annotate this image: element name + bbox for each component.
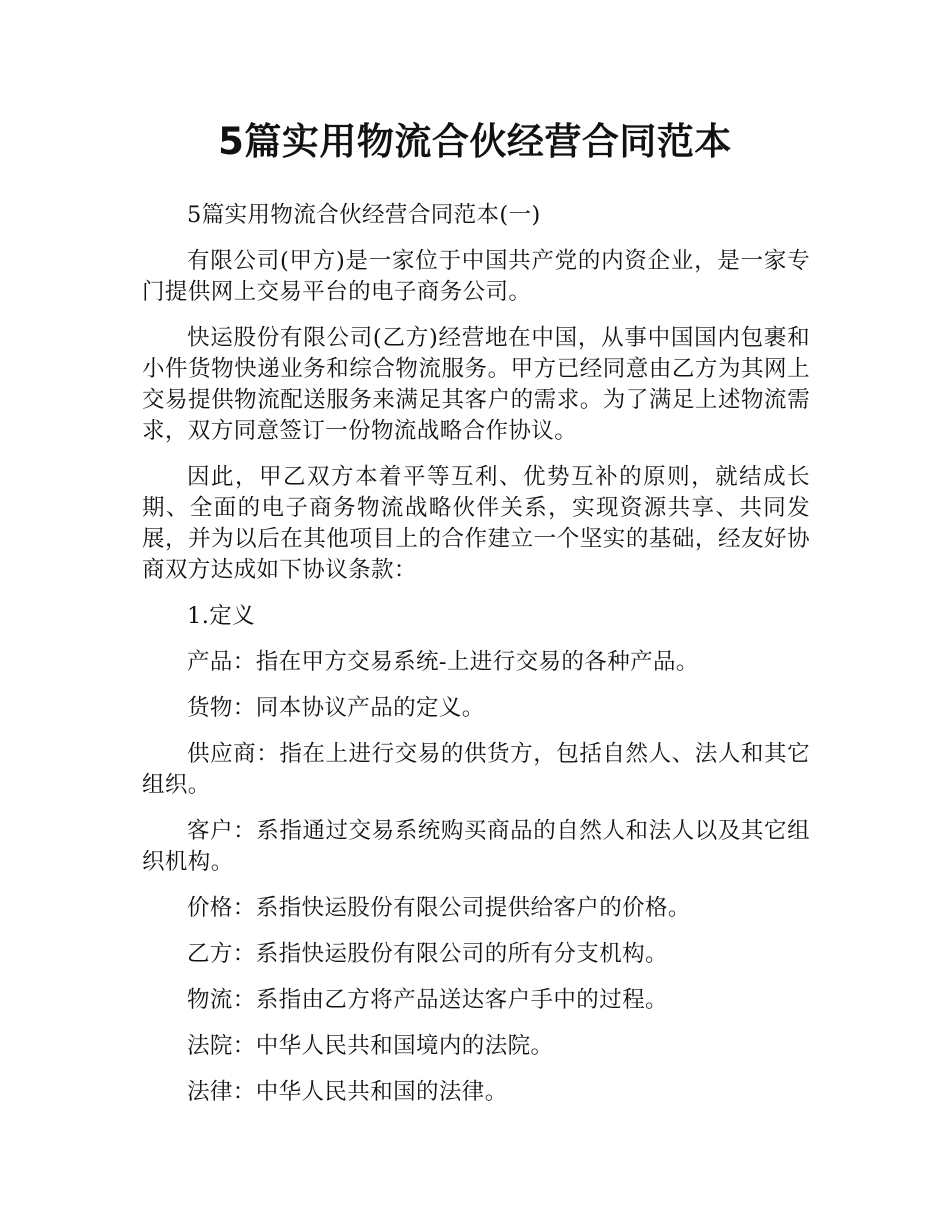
section-heading-definitions: 1.定义 [187, 603, 256, 629]
document-title: 5篇实用物流合伙经营合同范本 [218, 120, 732, 163]
definition-court: 法院：中华人民共和国境内的法院。 [187, 1033, 554, 1059]
party-a-paragraph: 有限公司(甲方)是一家位于中国共产党的内资企业，是一家专门提供网上交易平台的电子商务公司。 [142, 248, 810, 305]
definition-law: 法律：中华人民共和国的法律。 [187, 1079, 508, 1105]
definition-logistics: 物流：系指由乙方将产品送达客户手中的过程。 [187, 987, 668, 1013]
definition-party-b: 乙方：系指快运股份有限公司的所有分支机构。 [187, 941, 668, 967]
party-b-paragraph: 快运股份有限公司(乙方)经营地在中国，从事中国国内包裹和小件货物快递业务和综合物流服务。甲方已经同意由乙方为其网上交易提供物流配送服务来满足其客户的需求。为了满足上述物流需求，双方同意签订一份物流战略合作协议。 [142, 325, 810, 444]
definition-product: 产品：指在甲方交易系统-上进行交易的各种产品。 [187, 649, 699, 675]
definition-supplier: 供应商：指在上进行交易的供货方，包括自然人、法人和其它组织。 [142, 741, 810, 798]
document-body [142, 200, 810, 1123]
subtitle-paragraph: 5篇实用物流合伙经营合同范本(一) [187, 202, 541, 228]
definition-goods: 货物：同本协议产品的定义。 [187, 695, 485, 721]
definition-price: 价格：系指快运股份有限公司提供给客户的价格。 [187, 895, 691, 921]
definition-customer: 客户：系指通过交易系统购买商品的自然人和法人以及其它组织机构。 [142, 818, 810, 875]
principles-paragraph: 因此，甲乙双方本着平等互利、优势互补的原则，就结成长期、全面的电子商务物流战略伙伴关系，实现资源共享、共同发展，并为以后在其他项目上的合作建立一个坚实的基础，经友好协商双方达成如下协议条款： [142, 464, 810, 583]
